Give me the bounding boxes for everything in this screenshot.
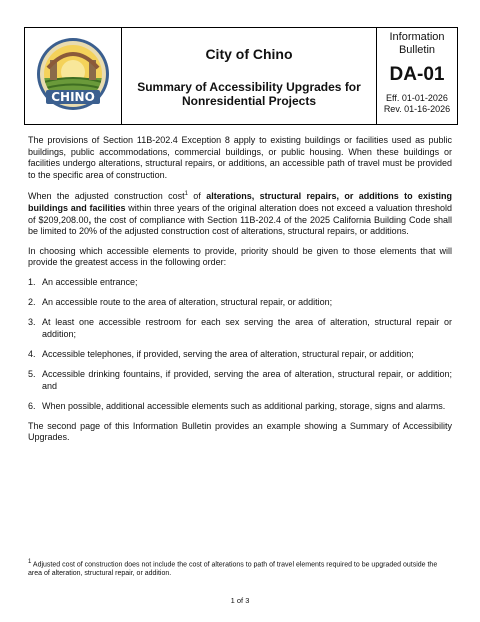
- footnote-text: Adjusted cost of construction does not include the cost of alterations to path of travel elements required to be upgraded outside the area of alteration, structural repair, or addition.: [28, 561, 438, 578]
- bulletin-number: DA-01: [389, 64, 445, 85]
- bulletin-title: Summary of Accessibility Upgrades for Nonresidential Projects: [137, 80, 361, 108]
- city-seal-logo: [34, 34, 112, 118]
- priority-list: [28, 277, 452, 412]
- effective-date: Eff. 01-01-2026: [386, 93, 448, 103]
- footnote: [28, 558, 452, 578]
- header-table: [24, 27, 458, 125]
- list-item: 6. When possible, additional accessible elements such as additional parking, storage, signs and alarms.: [28, 400, 446, 411]
- priority-paragraph: In choosing which accessible elements to provide, priority should be given to those elements that will provide the greatest access in the following order:: [28, 245, 452, 268]
- list-item: 1. An accessible entrance;: [28, 276, 138, 287]
- page-number: 1 of 3: [230, 596, 250, 605]
- intro-paragraph: The provisions of Section 11B-202.4 Exception 8 apply to existing buildings or facilities used as public buildings, public accommodations, commercial buildings, or public housing. When these buildings or facilities undergo alterations, structural repairs, or additions, an accessible path of travel must be provided to the specific area of construction.: [28, 135, 452, 180]
- list-item: 3. At least one accessible restroom for each sex serving the area of alteration, structural repair or addition;: [28, 317, 452, 339]
- footnote-ref: 1: [184, 191, 188, 198]
- list-item: 4. Accessible telephones, if provided, serving the area of alteration, structural repair, or addition;: [28, 348, 414, 359]
- bulletin-body: [28, 135, 452, 452]
- city-name: City of Chino: [205, 46, 293, 62]
- threshold-paragraph: When the adjusted construction cost$^1$ of alterations, structural repairs, or additions to existing buildings and facilities within three years of the original alteration does not exceed a valuation threshold of $209,208.00, the cost of compliance with Section 11B-202.4 of the 2025 California Building Code shall be limited to 20% of the adjusted construction cost of alterations, structural repairs, or additions.: [28, 191, 453, 237]
- bulletin-info-cell: [377, 28, 457, 124]
- logo-cell: [25, 28, 122, 124]
- closing-paragraph: The second page of this Information Bulletin provides an example showing a Summary of Accessibility Upgrades.: [28, 420, 452, 443]
- bulletin-label-2: Bulletin: [398, 44, 436, 56]
- list-item: 5. Accessible drinking fountains, if provided, serving the area of alteration, structural repair, or addition; and: [28, 368, 452, 391]
- revision-date: Rev. 01-16-2026: [383, 104, 451, 114]
- title-cell: [122, 28, 377, 124]
- svg-text:CHINO: CHINO: [51, 90, 95, 104]
- footnote-mark: 1: [28, 559, 32, 565]
- list-item: 2. An accessible route to the area of alteration, structural repair, or addition;: [28, 297, 333, 308]
- bulletin-label-1: Information: [389, 31, 445, 43]
